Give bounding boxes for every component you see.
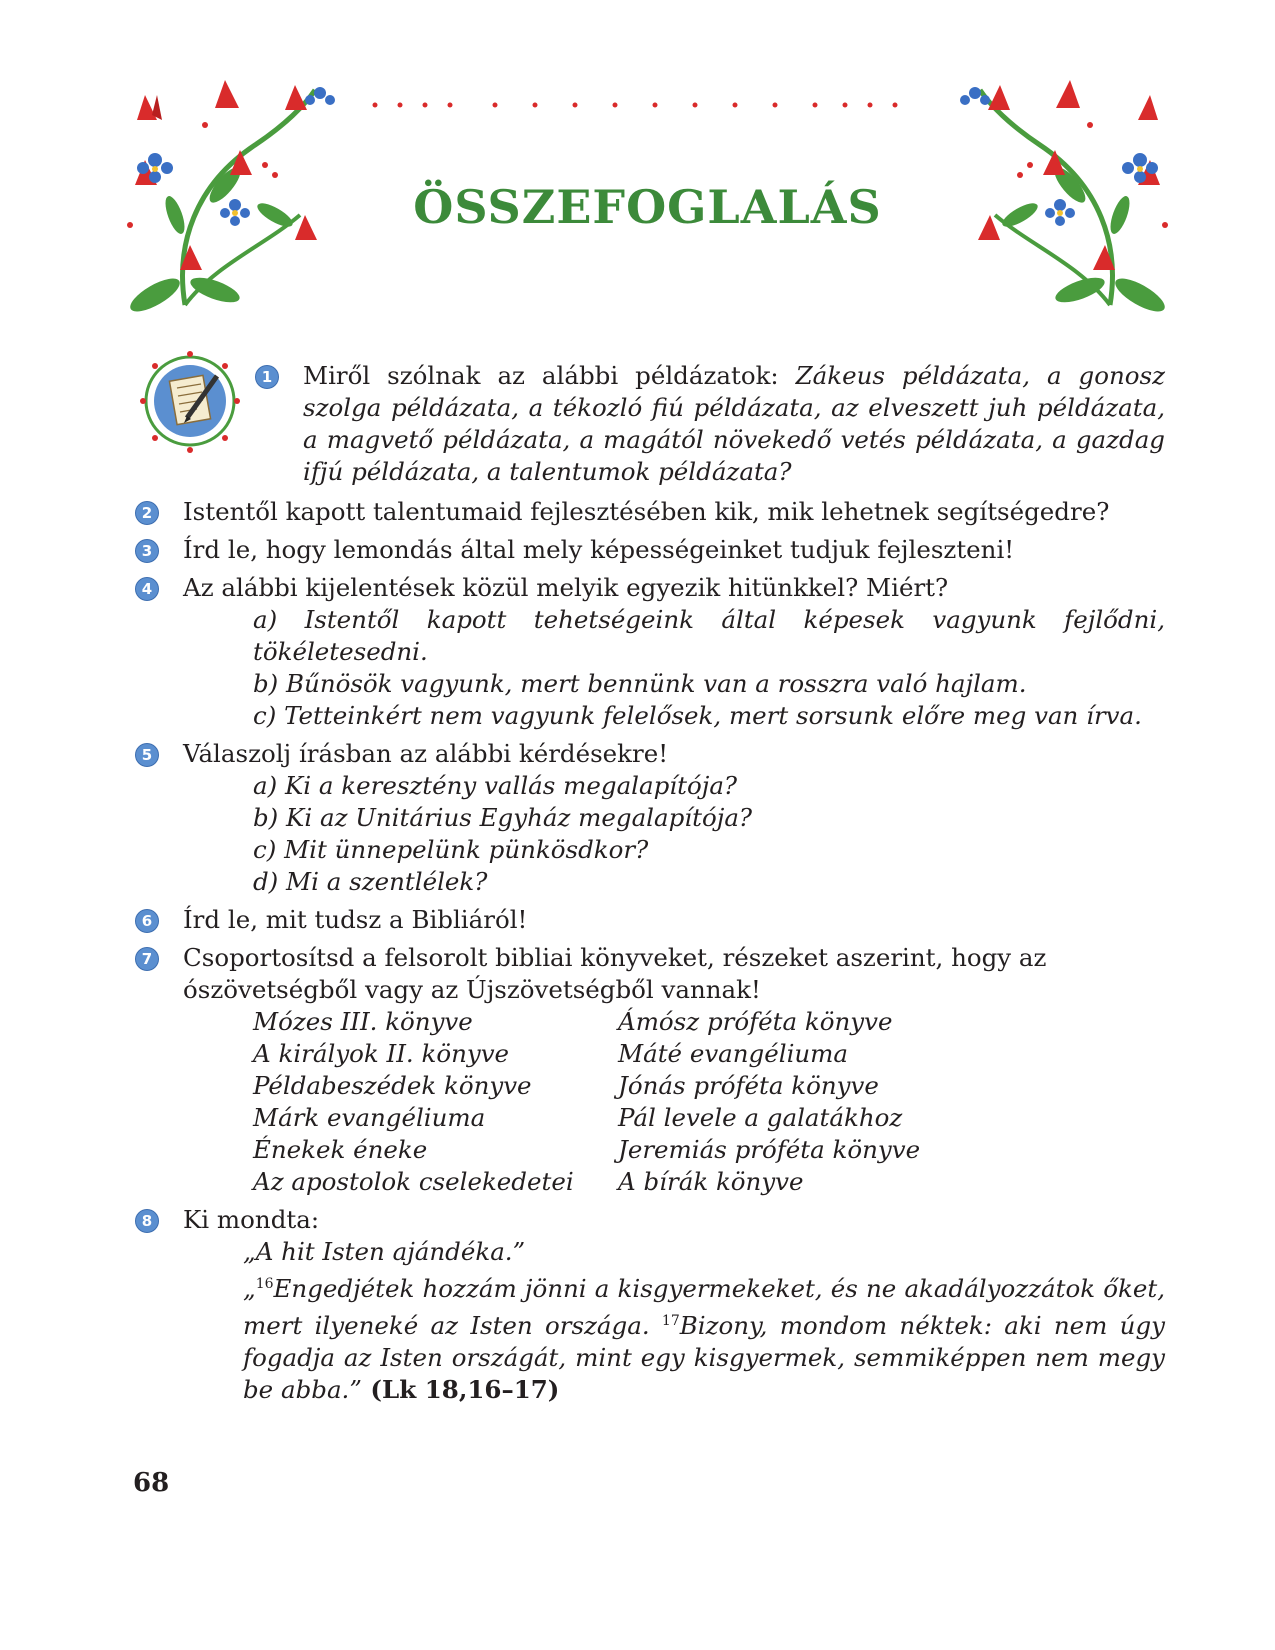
- question-number-badge: 2: [135, 501, 159, 525]
- list-item: b) Ki az Unitárius Egyház megalapítója?: [253, 803, 753, 832]
- quote-2: [243, 1268, 1165, 1406]
- list-item: a) Ki a keresztény vallás megalapítója?: [253, 771, 738, 800]
- pen-and-paper-icon: [135, 346, 245, 456]
- question-number-badge: 3: [135, 539, 159, 563]
- question-2: [135, 496, 1165, 528]
- list-item: Márk evangéliuma: [253, 1103, 486, 1132]
- list-item: Pál levele a galatákhoz: [618, 1103, 903, 1132]
- question-number-badge: 8: [135, 1209, 159, 1233]
- question-number-badge: 4: [135, 577, 159, 601]
- list-item: Példabeszédek könyve: [253, 1071, 532, 1100]
- question-4: [135, 572, 1165, 732]
- list-item: A bírák könyve: [618, 1167, 804, 1196]
- page-title: ÖSSZEFOGLALÁS: [413, 180, 882, 234]
- bible-books-grid: [253, 1006, 1165, 1198]
- question-text: Írd le, mit tudsz a Bibliáról!: [183, 905, 528, 934]
- list-item: d) Mi a szentlélek?: [253, 867, 488, 896]
- question-3: [135, 534, 1165, 566]
- list-item: a) Istentől kapott tehetségeink által képesek vagyunk fejlődni, tökéletesedni.: [253, 605, 1165, 666]
- question-text: Írd le, hogy lemondás által mely képességeinket tudjuk fejleszteni!: [183, 535, 1015, 564]
- list-item: Mózes III. könyve: [253, 1007, 473, 1036]
- list-item: Énekek éneke: [253, 1135, 428, 1164]
- page-number: 68: [133, 1468, 170, 1498]
- verse-number: 17: [661, 1313, 680, 1330]
- question-text: Csoportosítsd a felsorolt bibliai könyveket, részeket aszerint, hogy az ószövetségből vagy az Újszövetségből vannak!: [183, 943, 1047, 1004]
- subquestion-list: [253, 770, 1165, 898]
- quote-open-mark: „: [243, 1274, 256, 1304]
- exercise-list: [135, 360, 1165, 1412]
- quote-text: Bizony, mondom néktek: aki nem úgy fogadja az Isten országát, mint egy kisgyermek, semmiképpen nem megy be abba.”: [243, 1311, 1165, 1405]
- ornamental-header: [115, 65, 1180, 320]
- question-text: Istentől kapott talentumaid fejlesztésében kik, mik lehetnek segítségedre?: [183, 497, 1110, 526]
- verse-number: 16: [255, 1276, 274, 1292]
- list-item: Ámósz próféta könyve: [618, 1007, 893, 1036]
- list-item: b) Bűnösök vagyunk, mert bennünk van a rosszra való hajlam.: [253, 669, 1027, 698]
- quote-text: Engedjétek hozzám jönni a kisgyermekeket, és ne akadályozzátok őket, mert ilyeneké az Isten országa.: [243, 1274, 1165, 1341]
- question-number-badge: 6: [135, 909, 159, 933]
- question-text: Ki mondta:: [183, 1205, 320, 1234]
- question-1: [135, 360, 1165, 490]
- scripture-reference: (Lk 18,16–17): [361, 1375, 560, 1405]
- question-number-badge: 7: [135, 947, 159, 971]
- list-item: Jeremiás próféta könyve: [618, 1135, 921, 1164]
- statement-list: [253, 604, 1165, 732]
- question-text: Miről szólnak az alábbi példázatok:: [303, 361, 796, 390]
- question-7: [135, 942, 1165, 1198]
- question-number-badge: 5: [135, 743, 159, 767]
- question-8: [135, 1204, 1165, 1406]
- question-text: Válaszolj írásban az alábbi kérdésekre!: [183, 739, 669, 768]
- question-text: Az alábbi kijelentések közül melyik egyezik hitünkkel? Miért?: [183, 573, 949, 602]
- question-number-badge: 1: [255, 365, 279, 389]
- list-item: Jónás próféta könyve: [618, 1071, 879, 1100]
- list-item: Máté evangéliuma: [618, 1039, 849, 1068]
- list-item: A királyok II. könyve: [253, 1039, 510, 1068]
- question-parables-list: Zákeus példázata, a gonosz szolga példázata, a tékozló fiú példázata, az elveszett juh példázata, a magvető példázata, a magától növekedő vetés példázata, a gazdag ifjú példázata, a talentumok példázata?: [303, 361, 1165, 486]
- question-6: [135, 904, 1165, 936]
- list-item: Az apostolok cselekedetei: [253, 1167, 574, 1196]
- list-item: c) Tetteinkért nem vagyunk felelősek, mert sorsunk előre meg van írva.: [253, 701, 1142, 730]
- list-item: c) Mit ünnepelünk pünkösdkor?: [253, 835, 649, 864]
- question-5: [135, 738, 1165, 898]
- quote-1: „A hit Isten ajándéka.”: [243, 1237, 526, 1266]
